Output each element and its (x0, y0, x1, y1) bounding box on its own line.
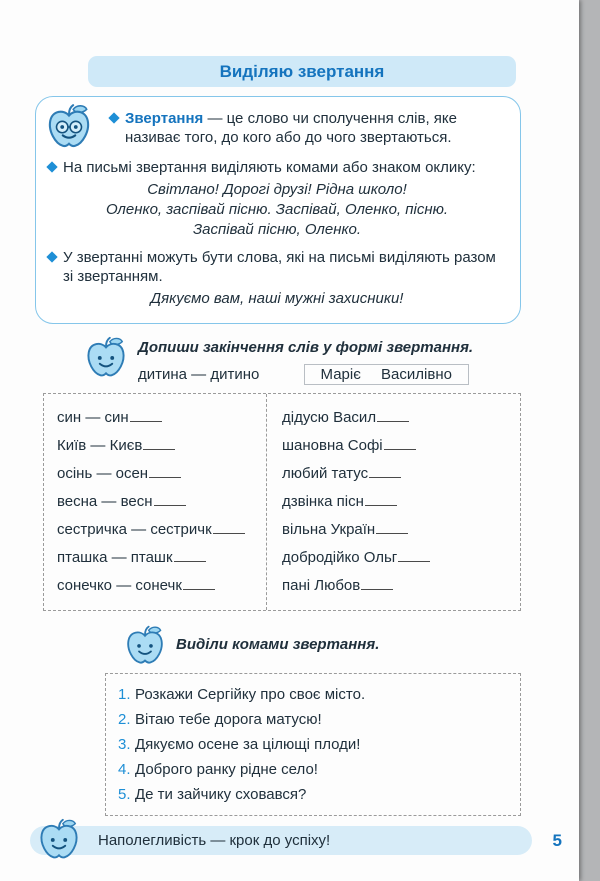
word-table-right-column (266, 394, 520, 610)
word-row: пані Любов (282, 572, 520, 600)
answer-blank[interactable] (376, 520, 408, 534)
sentence-text: Вітаю тебе дорога матусю! (135, 711, 322, 728)
theory-example-3 (48, 289, 506, 309)
exercise1-header (35, 334, 521, 385)
footer-motto-bar (30, 826, 532, 855)
word-row: сестричка — сестричк (57, 516, 266, 544)
sentence-row (118, 682, 520, 707)
answer-blank[interactable] (369, 464, 401, 478)
word-row: дзвінка пісн (282, 488, 520, 516)
theory-definition-text: Звертання — це слово чи сполучення слів, яке називає того, до кого або до чого звертаються. (125, 110, 457, 146)
theory-extra-words-text: У звертанні можуть бути слова, які на письмі виділяють разом зі звертанням. (63, 249, 496, 285)
word-table-left-column (44, 394, 266, 610)
answer-blank[interactable] (143, 436, 175, 450)
answer-blank[interactable] (130, 408, 162, 422)
apple-mascot-glasses-icon (44, 101, 94, 151)
sentence-row (118, 707, 520, 732)
page-number: 5 (552, 831, 562, 850)
answer-blank[interactable] (398, 548, 430, 562)
theory-bullet-definition (110, 109, 506, 147)
word-row: вільна Україн (282, 516, 520, 544)
exercise1-texts (138, 334, 473, 385)
sentence-number: 5. (118, 786, 131, 803)
exercise1-word-table (43, 393, 521, 611)
exercise1-sample-row (138, 364, 473, 385)
word-row: осінь — осен (57, 460, 266, 488)
sentence-row (118, 757, 520, 782)
example-sentence: Заспівай пісню, Оленко. (192, 221, 362, 238)
sentence-number: 1. (118, 686, 131, 703)
word-row: дідусю Васил (282, 404, 520, 432)
word-row: Київ — Києв (57, 432, 266, 460)
sentence-number: 4. (118, 761, 131, 778)
answer-blank[interactable] (149, 464, 181, 478)
sentence-text: Дякуємо осене за цілющі плоди! (135, 736, 361, 753)
exercise1-sample-answer: Маріє Василівно (304, 364, 469, 385)
answer-blank[interactable] (174, 548, 206, 562)
theory-punctuation-text: На письмі звертання виділяють комами або знаком оклику: (63, 159, 476, 176)
theory-bullet-extra-words (48, 248, 506, 286)
theory-box (35, 96, 521, 324)
example-sentence: Оленко, заспівай пісню. Заспівай, Оленко, пісню. (105, 201, 449, 218)
example-sentence: Світлано! Дорогі друзі! Рідна школо! (147, 181, 407, 198)
sentence-text: Розкажи Сергійку про своє місто. (135, 686, 366, 703)
sentence-row (118, 732, 520, 757)
sentence-text: Де ти зайчику сховався? (135, 786, 307, 803)
theory-examples (48, 180, 506, 240)
answer-blank[interactable] (365, 492, 397, 506)
word-row: сонечко — сонечк (57, 572, 266, 600)
answer-blank[interactable] (154, 492, 186, 506)
word-row: син — син (57, 404, 266, 432)
bullet-diamond-icon (108, 112, 119, 123)
bullet-diamond-icon (46, 251, 57, 262)
word-row: добродійко Ольг (282, 544, 520, 572)
theory-bullet-punctuation (48, 158, 506, 177)
term-zvertannia: Звертання (125, 110, 204, 127)
answer-blank[interactable] (384, 436, 416, 450)
bullet-diamond-icon (46, 161, 57, 172)
lesson-title-bar (88, 56, 516, 87)
sentence-text: Доброго ранку рідне село! (135, 761, 318, 778)
answer-blank[interactable] (183, 576, 215, 590)
word-row: весна — весн (57, 488, 266, 516)
footer-motto: Наполегливість — крок до успіху! (98, 832, 331, 849)
sentence-row (118, 782, 520, 807)
exercise1-sample-pair: дитина — дитино (138, 366, 260, 383)
exercise2-header (35, 623, 521, 667)
apple-mascot-icon (36, 816, 82, 862)
apple-mascot-icon (83, 334, 129, 385)
word-row: любий татус (282, 460, 520, 488)
exercise2-instruction: Виділи комами звертання. (176, 636, 380, 653)
exercise2-sentence-box (105, 673, 521, 816)
answer-blank[interactable] (377, 408, 409, 422)
sentence-number: 3. (118, 736, 131, 753)
apple-mascot-icon (123, 623, 167, 667)
answer-blank[interactable] (361, 576, 393, 590)
word-row: шановна Софі (282, 432, 520, 460)
word-row: пташка — пташк (57, 544, 266, 572)
answer-blank[interactable] (213, 520, 245, 534)
exercise1-instruction: Допиши закінчення слів у формі звертання. (138, 339, 474, 356)
lesson-title: Виділяю звертання (219, 62, 385, 81)
example-sentence: Дякуємо вам, наші мужні захисники! (150, 290, 404, 307)
sentence-number: 2. (118, 711, 131, 728)
